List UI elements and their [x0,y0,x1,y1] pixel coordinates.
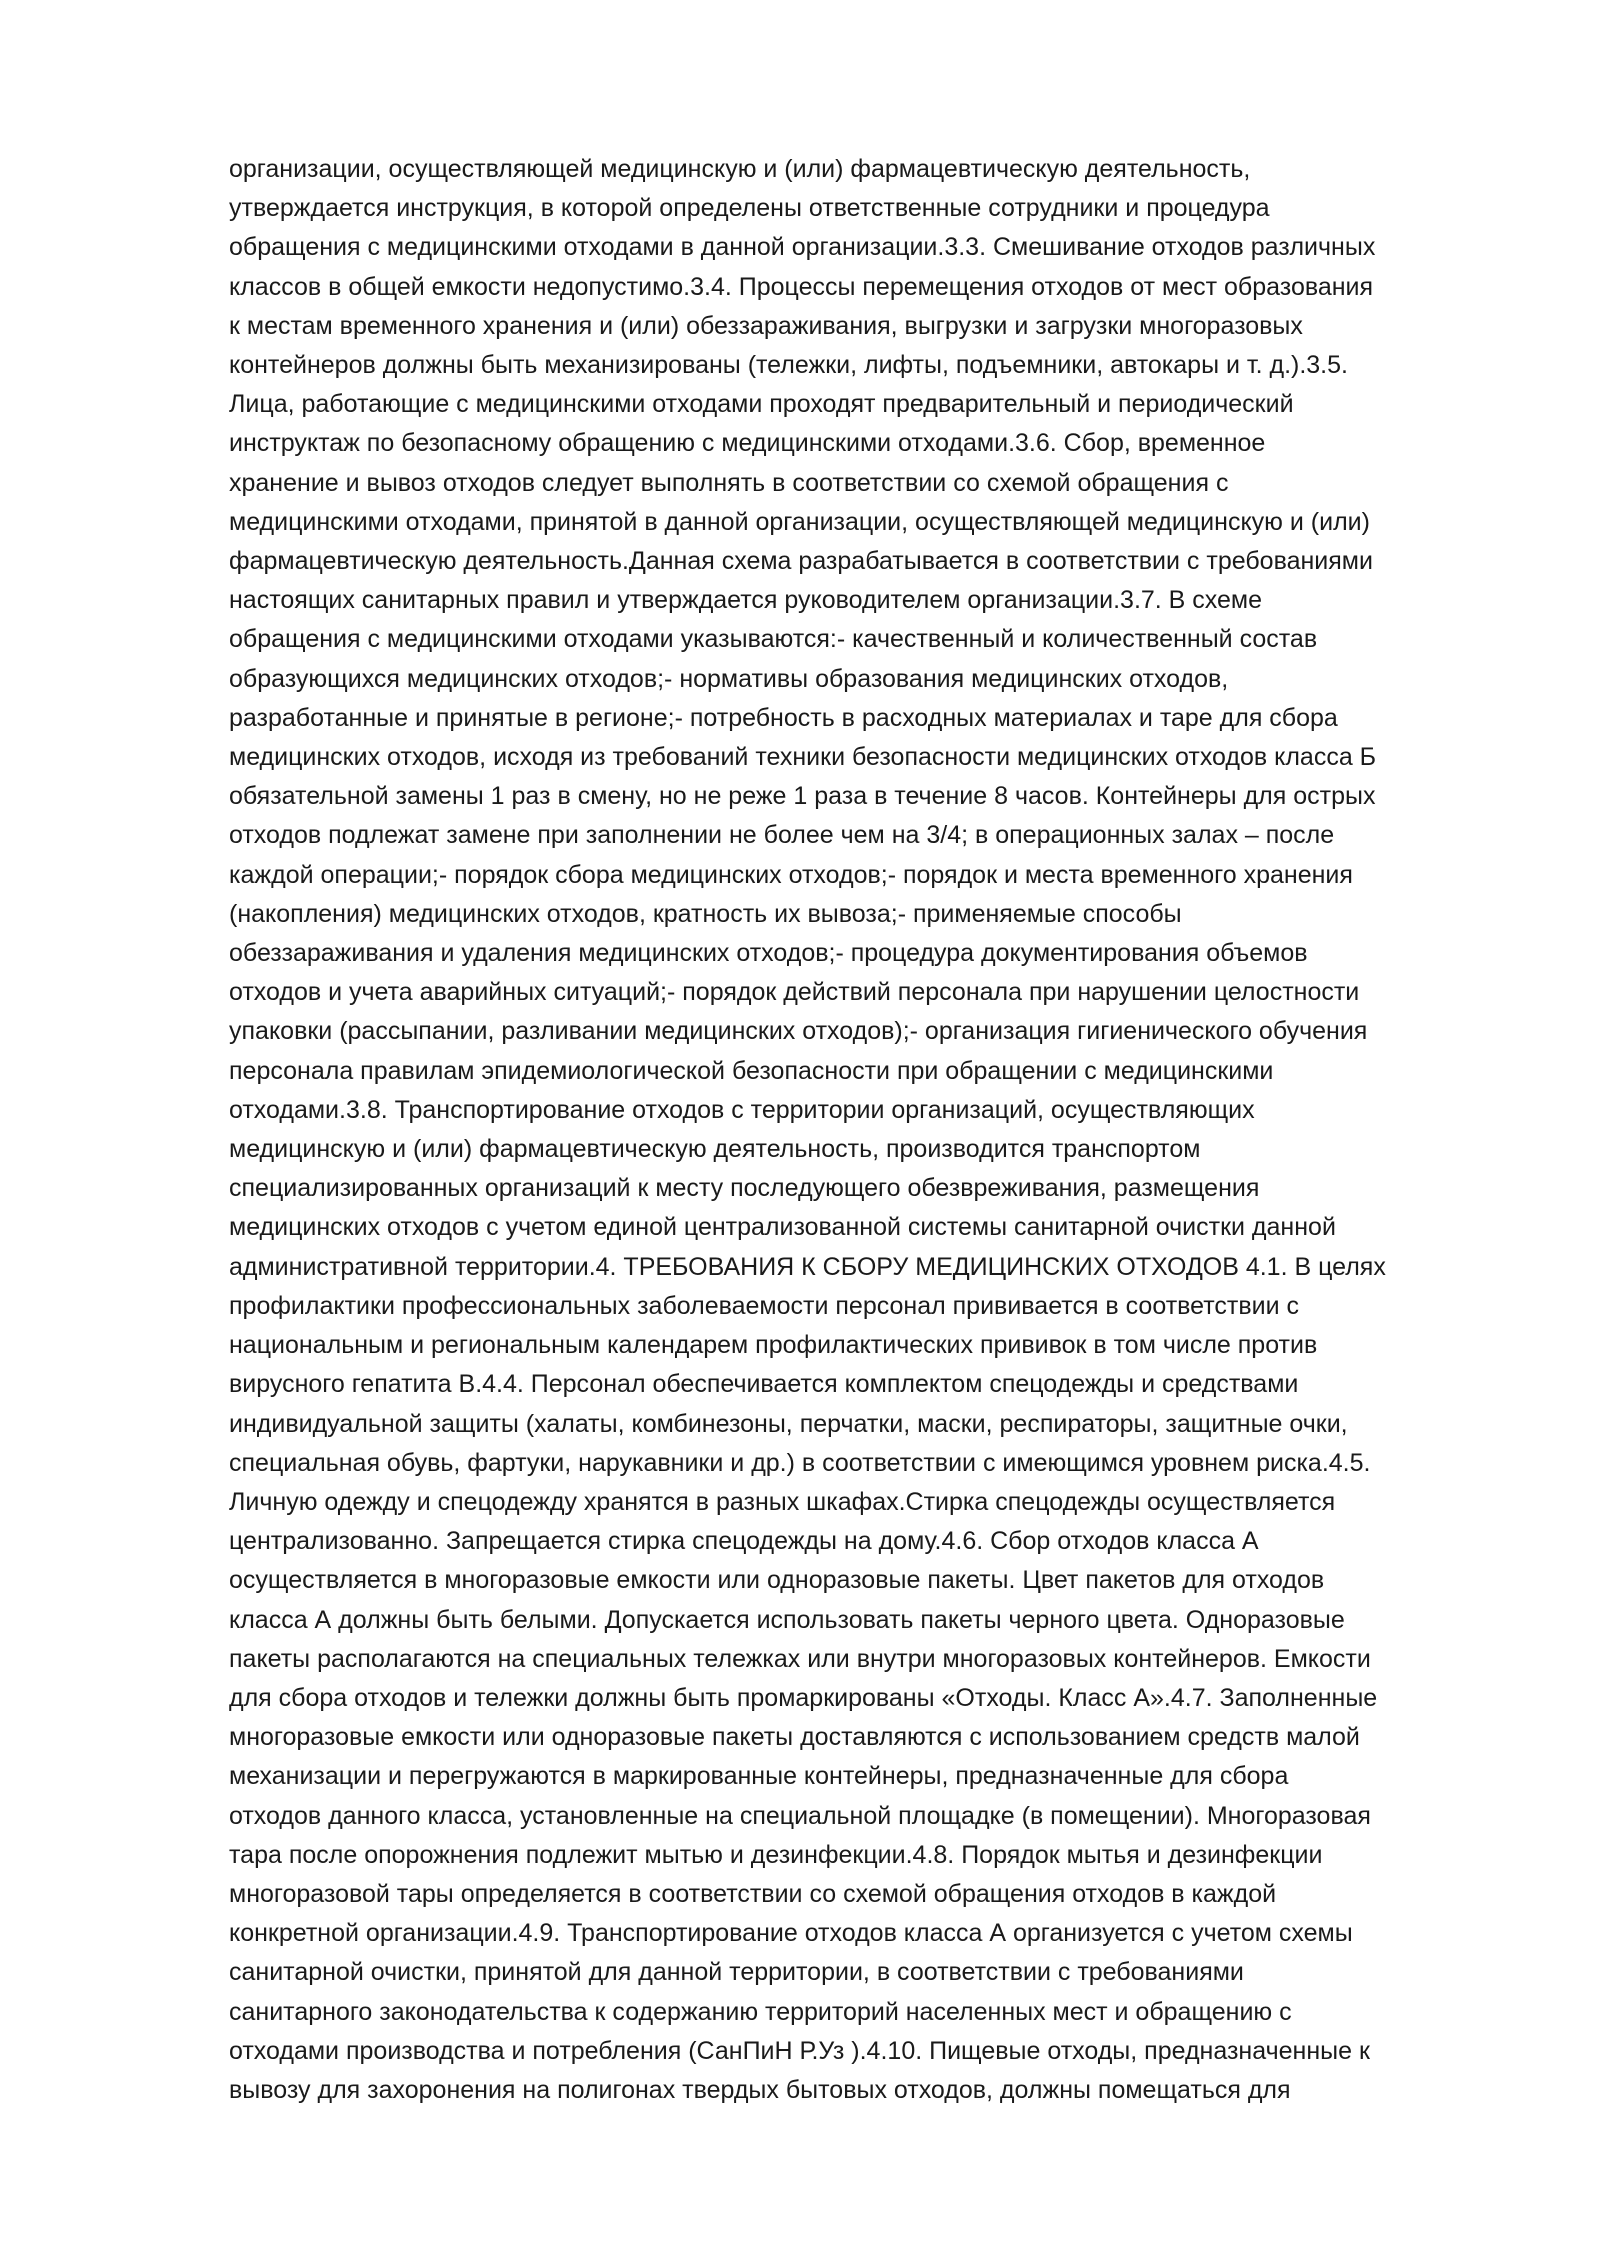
text-line: (накопления) медицинских отходов, кратность их вывоза;- применяемые способы [229,899,1182,928]
text-line: специальная обувь, фартуки, нарукавники и др.) в соответствии с имеющимся уровнем риска.4.5. [229,1448,1371,1477]
text-line: к местам временного хранения и (или) обеззараживания, выгрузки и загрузки многоразовых [229,311,1303,340]
text-line: национальным и региональным календарем профилактических прививок в том числе против [229,1331,1318,1360]
text-line: упаковки (рассыпании, разливании медицинских отходов);- организация гигиенического обучения [229,1017,1368,1046]
text-line: пакеты располагаются на специальных тележках или внутри многоразовых контейнеров. Емкости [229,1644,1371,1673]
text-line: отходов данного класса, установленные на специальной площадке (в помещении). Многоразовая [229,1801,1371,1830]
text-line: класса А должны быть белыми. Допускается использовать пакеты черного цвета. Одноразовые [229,1605,1345,1634]
text-line: медицинских отходов, исходя из требований техники безопасности медицинских отходов класса Б [229,743,1377,772]
text-line: тара после опорожнения подлежит мытью и дезинфекции.4.8. Порядок мытья и дезинфекции [229,1840,1323,1869]
text-line: организации, осуществляющей медицинскую и (или) фармацевтическую деятельность, [229,155,1251,183]
text-line: медицинскими отходами, принятой в данной организации, осуществляющей медицинскую и (или) [229,507,1370,536]
body-text [229,150,1529,2110]
text-line: обеззараживания и удаления медицинских отходов;- процедура документирования объемов [229,939,1308,968]
text-line: осуществляется в многоразовые емкости или одноразовые пакеты. Цвет пакетов для отходов [229,1566,1325,1595]
text-line: обращения с медицинскими отходами указываются:- качественный и количественный состав [229,625,1318,654]
text-line: отходов подлежат замене при заполнении не более чем на 3/4; в операционных залах – после [229,821,1335,850]
text-line: хранение и вывоз отходов следует выполнять в соответствии со схемой обращения с [229,468,1229,497]
text-line: контейнеров должны быть механизированы (тележки, лифты, подъемники, автокары и т. д.).3.5. [229,351,1348,380]
text-line: обращения с медицинскими отходами в данной организации.3.3. Смешивание отходов различных [229,233,1376,262]
text-line: механизации и перегружаются в маркированные контейнеры, предназначенные для сбора [229,1762,1289,1791]
text-line: настоящих санитарных правил и утверждается руководителем организации.3.7. В схеме [229,586,1263,615]
text-line: специализированных организаций к месту последующего обезвреживания, размещения [229,1174,1260,1203]
text-line: многоразовой тары определяется в соответствии со схемой обращения отходов в каждой [229,1879,1277,1908]
text-line: каждой операции;- порядок сбора медицинских отходов;- порядок и места временного хранения [229,860,1353,889]
text-line: санитарной очистки, принятой для данной территории, в соответствии с требованиями [229,1958,1244,1987]
text-line: санитарного законодательства к содержанию территорий населенных мест и обращению с [229,1997,1292,2026]
text-line: вывозу для захоронения на полигонах твердых бытовых отходов, должны помещаться для [229,2075,1291,2104]
text-line: разработанные и принятые в регионе;- потребность в расходных материалах и таре для сбора [229,703,1338,732]
text-line: образующихся медицинских отходов;- нормативы образования медицинских отходов, [229,664,1229,693]
text-line: профилактики профессиональных заболеваемости персонал прививается в соответствии с [229,1291,1299,1320]
text-line: многоразовые емкости или одноразовые пакеты доставляются с использованием средств малой [229,1723,1360,1752]
text-line: инструктаж по безопасному обращению с медицинскими отходами.3.6. Сбор, временное [229,429,1266,458]
text-line: для сбора отходов и тележки должны быть промаркированы «Отходы. Класс А».4.7. Заполненные [229,1683,1378,1712]
text-line: персонала правилам эпидемиологической безопасности при обращении с медицинскими [229,1056,1274,1085]
text-line: Лица, работающие с медицинскими отходами проходят предварительный и периодический [229,390,1294,419]
text-line: конкретной организации.4.9. Транспортирование отходов класса А организуется с учетом схемы [229,1919,1353,1948]
text-line: отходов и учета аварийных ситуаций;- порядок действий персонала при нарушении целостности [229,978,1360,1007]
text-line: обязательной замены 1 раз в смену, но не реже 1 раза в течение 8 часов. Контейнеры для острых [229,782,1376,811]
text-line: Личную одежду и спецодежду хранятся в разных шкафах.Стирка спецодежды осуществляется [229,1487,1336,1516]
text-line: вирусного гепатита В.4.4. Персонал обеспечивается комплектом спецодежды и средствами [229,1370,1299,1399]
text-line: централизованно. Запрещается стирка спецодежды на дому.4.6. Сбор отходов класса А [229,1527,1259,1556]
text-line: медицинскую и (или) фармацевтическую деятельность, производится транспортом [229,1135,1201,1164]
text-line: классов в общей емкости недопустимо.3.4. Процессы перемещения отходов от мест образования [229,272,1374,301]
text-line: отходами производства и потребления (СанПиН Р.Уз ).4.10. Пищевые отходы, предназначенные к [229,2036,1370,2065]
text-line: фармацевтическую деятельность.Данная схема разрабатывается в соответствии с требованиями [229,547,1373,576]
text-line: утверждается инструкция, в которой определены ответственные сотрудники и процедура [229,194,1270,223]
text-line: индивидуальной защиты (халаты, комбинезоны, перчатки, маски, респираторы, защитные очки, [229,1409,1348,1438]
text-line: медицинских отходов с учетом единой централизованной системы санитарной очистки данной [229,1213,1336,1242]
text-line: отходами.3.8. Транспортирование отходов с территории организаций, осуществляющих [229,1095,1255,1124]
text-line: административной территории.4. ТРЕБОВАНИЯ К СБОРУ МЕДИЦИНСКИХ ОТХОДОВ 4.1. В целях [229,1252,1386,1281]
